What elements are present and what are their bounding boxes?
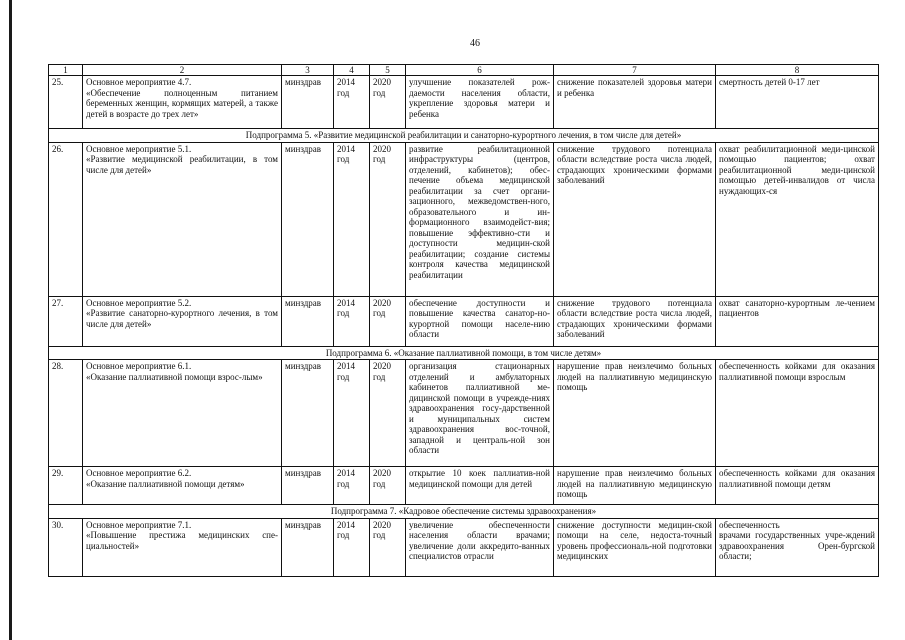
expected-result: развитие реабилитационной инфраструктуры (центров, отделений, кабинетов); обес-печение объема медицинской реабилитации за счет органи-зационного, межведомствен-ного, образовательного и ин-формационного взаимодейст-вия; повышение эффективно-сти и доступности медицин-ской реабилитации; создание системы контроля качества медицинской реабилитации <box>406 142 554 296</box>
start-year: 2014 год <box>334 360 370 467</box>
end-year: 2020 год <box>370 142 406 296</box>
end-year: 2020 год <box>370 76 406 129</box>
row-number: 30. <box>49 518 83 576</box>
measure-title: Основное мероприятие 5.1. «Развитие медицинской реабилитации, в том числе для детей» <box>83 142 282 296</box>
page-number: 46 <box>470 38 480 49</box>
column-number: 1 <box>49 65 83 76</box>
row-number: 26. <box>49 142 83 296</box>
column-number: 6 <box>406 65 554 76</box>
subprogram-row <box>49 346 879 360</box>
column-number: 8 <box>716 65 879 76</box>
expected-result: увеличение обеспеченности населения области врачами; увеличение доли аккредито-ванных специалистов отрасли <box>406 518 554 576</box>
measure-title: Основное мероприятие 4.7. «Обеспечение полноценным питанием беременных женщин, кормящих матерей, а также детей в возрасте до трех лет» <box>83 76 282 129</box>
executor: минздрав <box>282 467 334 505</box>
row-number: 29. <box>49 467 83 505</box>
table-row <box>49 142 879 296</box>
executor: минздрав <box>282 296 334 346</box>
end-year: 2020 год <box>370 296 406 346</box>
expected-result: улучшение показателей рож-даемости населения области, укрепление здоровья матери и ребенка <box>406 76 554 129</box>
indicator: охват реабилитационной меди-цинской помощью пациентов; охват реабилитационной меди-цинской помощью детей-инвалидов от числа нуждающих-ся <box>716 142 879 296</box>
column-number: 7 <box>554 65 716 76</box>
indicator: обеспеченность койками для оказания паллиативной помощи детям <box>716 467 879 505</box>
subprogram-title: Подпрограмма 5. «Развитие медицинской реабилитации и санаторно-курортного лечения, в том числе для детей» <box>49 129 879 143</box>
executor: минздрав <box>282 518 334 576</box>
start-year: 2014 год <box>334 76 370 129</box>
consequence: нарушение прав неизлечимо больных людей на паллиативную медицинскую помощь <box>554 360 716 467</box>
subprogram-row <box>49 129 879 143</box>
expected-result: открытие 10 коек паллиатив-ной медицинской помощи для детей <box>406 467 554 505</box>
consequence: снижение показателей здоровья матери и ребенка <box>554 76 716 129</box>
measure-title: Основное мероприятие 6.2. «Оказание паллиативной помощи детям» <box>83 467 282 505</box>
column-number: 3 <box>282 65 334 76</box>
page-edge-bar <box>9 0 12 640</box>
column-number: 2 <box>83 65 282 76</box>
column-number-row <box>49 65 879 76</box>
consequence: снижение трудового потенциала области вследствие роста числа людей, страдающих хроническими формами заболеваний <box>554 142 716 296</box>
indicator: смертность детей 0-17 лет <box>716 76 879 129</box>
start-year: 2014 год <box>334 296 370 346</box>
row-number: 27. <box>49 296 83 346</box>
table-row <box>49 467 879 505</box>
measure-title: Основное мероприятие 6.1. «Оказание паллиативной помощи взрос-лым» <box>83 360 282 467</box>
column-number: 5 <box>370 65 406 76</box>
start-year: 2014 год <box>334 518 370 576</box>
end-year: 2020 год <box>370 467 406 505</box>
row-number: 25. <box>49 76 83 129</box>
table-row <box>49 76 879 129</box>
expected-result: обеспечение доступности и повышение качества санатор-но-курортной помощи населе-нию области <box>406 296 554 346</box>
table-row <box>49 518 879 576</box>
indicator: обеспеченность койками для оказания паллиативной помощи взрослым <box>716 360 879 467</box>
consequence: нарушение прав неизлечимо больных людей на паллиативную медицинскую помощь <box>554 467 716 505</box>
executor: минздрав <box>282 142 334 296</box>
table-row <box>49 296 879 346</box>
indicator: обеспеченность врачами государственных учре-ждений здравоохранения Орен-бургской области; <box>716 518 879 576</box>
table-row <box>49 360 879 467</box>
subprogram-row <box>49 505 879 519</box>
subprogram-title: Подпрограмма 7. «Кадровое обеспечение системы здравоохранения» <box>49 505 879 519</box>
measures-table <box>48 64 879 577</box>
measure-title: Основное мероприятие 7.1. «Повышение престижа медицинских спе-циальностей» <box>83 518 282 576</box>
executor: минздрав <box>282 76 334 129</box>
measure-title: Основное мероприятие 5.2. «Развитие санаторно-курортного лечения, в том числе для детей» <box>83 296 282 346</box>
column-number: 4 <box>334 65 370 76</box>
end-year: 2020 год <box>370 360 406 467</box>
subprogram-title: Подпрограмма 6. «Оказание паллиативной помощи, в том числе детям» <box>49 346 879 360</box>
executor: минздрав <box>282 360 334 467</box>
expected-result: организация стационарных отделений и амбулаторных кабинетов паллиативной ме-дицинской помощи в учрежде-ниях здравоохранения госу-дарственной и муниципальных систем здравоохранения вос-точной, западной и централь-ной зон области <box>406 360 554 467</box>
end-year: 2020 год <box>370 518 406 576</box>
start-year: 2014 год <box>334 142 370 296</box>
consequence: снижение доступности медицин-ской помощи на селе, недоста-точный уровень профессиональ-ной подготовки медицинских <box>554 518 716 576</box>
consequence: снижение трудового потенциала области вследствие роста числа людей, страдающих хроническими формами заболеваний <box>554 296 716 346</box>
start-year: 2014 год <box>334 467 370 505</box>
indicator: охват санаторно-курортным ле-чением пациентов <box>716 296 879 346</box>
row-number: 28. <box>49 360 83 467</box>
